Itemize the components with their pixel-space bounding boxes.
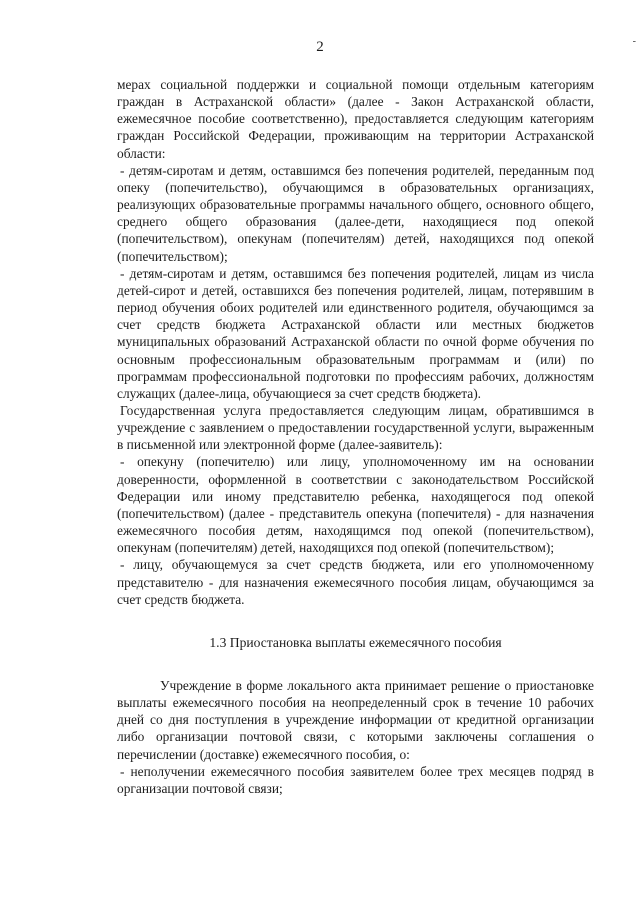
- paragraph-orphans-under-guardianship: - детям-сиротам и детям, оставшимся без попечения родителей, переданным под опеку (попечительство), обучающимся в образовательных организациях, реализующих образовательные программы начального общего, основного общего, среднего общего образования (далее-дети, находящиеся под опекой (попечительством), опекунам (попечителям) детей, находящихся под опекой (попечительством);: [117, 162, 594, 264]
- paragraph-guardian: - опекуну (попечителю) или лицу, уполномоченному им на основании доверенности, оформленной в соответствии с законодательством Российской Федерации или иному представителю ребенка, находящегося под опекой (попечительством) (далее - представитель опекуна (попечителя) - для назначения ежемесячного пособия детям, находящимся под опекой (попечительством), опекунам (попечителям) детей, находящихся под опекой (попечительством);: [117, 454, 594, 556]
- paragraph-non-receipt: - неполучении ежемесячного пособия заявителем более трех месяцев подряд в организации почтовой связи;: [117, 763, 594, 796]
- paragraph-student: - лицу, обучающемуся за счет средств бюджета, или его уполномоченному представителю - для назначения ежемесячного пособия лицам, обучающимся за счет средств бюджета.: [117, 557, 594, 607]
- section-heading: 1.3 Приостановка выплаты ежемесячного пособия: [209, 634, 502, 650]
- paragraph-intro: мерах социальной поддержки и социальной помощи отдельным категориям граждан в Астраханской области» (далее - Закон Астраханской области, ежемесячное пособие соответственно), предоставляется следующим категориям граждан Российской Федерации, проживающим на территории Астраханской области:: [117, 77, 594, 161]
- paragraph-orphans-students: - детям-сиротам и детям, оставшимся без попечения родителей, лицам из числа детей-сирот и детей, оставшихся без попечения родителей, лицам, потерявшим в период обучения обоих родителей или единственного родителя, обучающимся за счет средств бюджета Астраханской области или местных бюджетов муниципальных образований Астраханской области по очной форме обучения по основным профессиональным образовательным программам и (или) по программам профессиональной подготовки по профессиям рабочих, должностям служащих (далее-лица, обучающиеся за счет средств бюджета).: [117, 265, 594, 401]
- document-body: [117, 76, 594, 797]
- corner-mark: -: [632, 36, 636, 47]
- page-number: 2: [316, 39, 324, 55]
- paragraph-applicants: Государственная услуга предоставляется следующим лицам, обратившимся в учреждение с заявлением о предоставлении государственной услуги, выраженным в письменной или электронной форме (далее-заявитель):: [117, 402, 594, 453]
- paragraph-suspension: Учреждение в форме локального акта принимает решение о приостановке выплаты ежемесячного пособия на неопределенный срок в течение 10 рабочих дней со дня поступления в учреждение информации от кредитной организации либо организации почтовой связи, с которыми заключены соглашения о перечислении (доставке) ежемесячного пособия, о:: [117, 678, 594, 762]
